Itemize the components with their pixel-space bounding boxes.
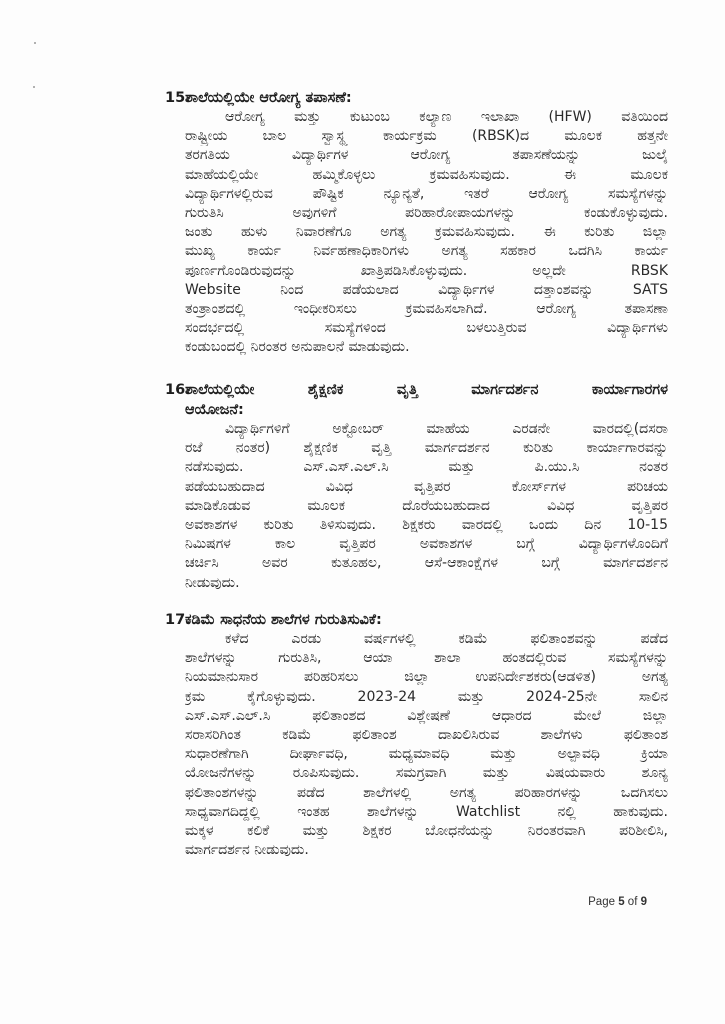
body-line: ನಡೆಸುವುದು. ಎಸ್.ಎಸ್.ಎಲ್.ಸಿ ಮತ್ತು ಪಿ.ಯು.ಸಿ ನಂತರ [185, 459, 668, 476]
body-line: ರಾಷ್ಟ್ರೀಯ ಬಾಲ ಸ್ವಾಸ್ಥ್ಯ ಕಾರ್ಯಕ್ರಮ (RBSK)ದ ಮೂಲಕ ಹತ್ತನೇ [185, 128, 668, 145]
body-line: ಮಾರ್ಗದರ್ಶನ ನೀಡುವುದು. [185, 842, 309, 859]
section-number: 16. [165, 382, 191, 398]
body-line: ವಿದ್ಯಾರ್ಥಿಗಳಲ್ಲಿರುವ ಪೌಷ್ಟಿಕ ನ್ಯೂನ್ಯತೆ, ಇತರೆ ಆರೋಗ್ಯ ಸಮಸ್ಯೆಗಳನ್ನು [185, 185, 668, 202]
section-title-line: ಕಡಿಮೆ ಸಾಧನೆಯ ಶಾಲೆಗಳ ಗುರುತಿಸುವಿಕೆ: [185, 612, 382, 628]
scan-speck [34, 42, 36, 44]
body-line: ಅವಕಾಶಗಳ ಕುರಿತು ತಿಳಿಸುವುದು. ಶಿಕ್ಷಕರು ವಾರದಲ್ಲಿ ಒಂದು ದಿನ 10-15 [185, 517, 668, 534]
body-line: ಮಾಹೆಯಲ್ಲಿಯೇ ಹಮ್ಮಿಕೊಳ್ಳಲು ಕ್ರಮವಹಿಸುವುದು. ಈ ಮೂಲಕ [185, 166, 668, 183]
body-line: ಸಾಧ್ಯವಾಗದಿದ್ದಲ್ಲಿ ಇಂತಹ ಶಾಲೆಗಳನ್ನು Watchlist ನಲ್ಲಿ ಹಾಕುವುದು. [185, 803, 668, 820]
body-line: ಎಸ್.ಎಸ್.ಎಲ್.ಸಿ ಫಲಿತಾಂಶದ ವಿಶ್ಲೇಷಣೆ ಆಧಾರದ ಮೇಲೆ ಜಿಲ್ಲಾ [185, 707, 668, 724]
body-line: ಪಡೆಯಬಹುದಾದ ವಿವಿಧ ವೃತ್ತಿಪರ ಕೋರ್ಸ್‌ಗಳ ಪರಿಚಯ [185, 478, 668, 495]
body-line: ಶಾಲೆಗಳನ್ನು ಗುರುತಿಸಿ, ಆಯಾ ಶಾಲಾ ಹಂತದಲ್ಲಿರುವ ಸಮಸ್ಯೆಗಳನ್ನು [185, 650, 668, 667]
section-title-line: ಶಾಲೆಯಲ್ಲಿಯೇ ಶೈಕ್ಷಣಿಕ ವೃತ್ತಿ ಮಾರ್ಗದರ್ಶನ ಕಾರ್ಯಾಗಾರಗಳ [185, 382, 668, 398]
body-line: ಆರೋಗ್ಯ ಮತ್ತು ಕುಟುಂಬ ಕಲ್ಯಾಣ ಇಲಾಖಾ (HFW) ವತಿಯಿಂದ [225, 109, 668, 125]
section-heading [165, 88, 668, 108]
body-line: ಸರಾಸರಿಗಿಂತ ಕಡಿಮೆ ಫಲಿತಾಂಶ ದಾಖಲಿಸಿರುವ ಶಾಲೆಗಳು ಫಲಿತಾಂಶ [185, 727, 668, 744]
body-line: ಗುರುತಿಸಿ ಅವುಗಳಿಗೆ ಪರಿಹಾರೋಪಾಯಗಳನ್ನು ಕಂಡುಕೊಳ್ಳುವುದು. [185, 205, 668, 222]
body-line: ಕ್ರಮ ಕೈಗೊಳ್ಳುವುದು. 2023-24 ಮತ್ತು 2024-25ನೇ ಸಾಲಿನ [185, 688, 668, 705]
section-number: 17. [165, 612, 191, 628]
section-17 [165, 610, 668, 860]
body-line: ಮುಖ್ಯ ಕಾರ್ಯ ನಿರ್ವಹಣಾಧಿಕಾರಿಗಳು ಅಗತ್ಯ ಸಹಕಾರ ಒದಗಿಸಿ ಕಾರ್ಯ [185, 243, 668, 260]
body-line: ಮಾಡಿಕೊಡುವ ಮೂಲಕ ದೊರೆಯಬಹುದಾದ ವಿವಿಧ ವೃತ್ತಿಪರ [185, 497, 668, 514]
section-15 [165, 88, 668, 358]
body-line: ತಂತ್ರಾಂಶದಲ್ಲಿ ಇಂಧೀಕರಿಸಲು ಕ್ರಮವಹಿಸಲಾಗಿದೆ. ಆರೋಗ್ಯ ತಪಾಸಣಾ [185, 301, 668, 318]
current-page: 5 [618, 896, 625, 908]
body-line: ಕಳೆದ ಎರಡು ವರ್ಷಗಳಲ್ಲಿ ಕಡಿಮೆ ಫಲಿತಾಂಶವನ್ನು ಪಡೆದ [225, 631, 668, 647]
section-title-line: ಆಯೋಜನೆ: [185, 402, 244, 418]
body-line: ವಿದ್ಯಾರ್ಥಿಗಳಿಗೆ ಅಕ್ಟೋಬರ್ ಮಾಹೆಯ ಎರಡನೇ ವಾರದಲ್ಲಿ(ದಸರಾ [225, 421, 668, 437]
section-body [185, 108, 668, 358]
total-pages: 9 [640, 896, 647, 908]
section-body [185, 630, 668, 860]
body-line: ನಿಯಮಾನುಸಾರ ಪರಿಹರಿಸಲು ಜಿಲ್ಲಾ ಉಪನಿರ್ದೇಶಕರು(ಆಡಳಿತ) ಅಗತ್ಯ [185, 669, 668, 686]
section-number: 15. [165, 90, 191, 106]
body-line: ಪೂರ್ಣಗೊಂಡಿರುವುದನ್ನು ಖಾತ್ರಿಪಡಿಸಿಕೊಳ್ಳುವುದು. ಅಲ್ಲದೇ RBSK [185, 262, 668, 279]
body-line: ಮಕ್ಕಳ ಕಲಿಕೆ ಮತ್ತು ಶಿಕ್ಷಕರ ಬೋಧನೆಯನ್ನು ನಿರಂತರವಾಗಿ ಪರಿಶೀಲಿಸಿ, [185, 823, 668, 840]
body-line: ಸುಧಾರಣೆಗಾಗಿ ದೀರ್ಘಾವಧಿ, ಮಧ್ಯಮಾವಧಿ ಮತ್ತು ಅಲ್ಪಾವಧಿ ಕ್ರಿಯಾ [185, 746, 668, 763]
page-number [588, 896, 647, 908]
body-line: ರಜೆ ನಂತರ) ಶೈಕ್ಷಣಿಕ ವೃತ್ತಿ ಮಾರ್ಗದರ್ಶನ ಕುರಿತು ಕಾರ್ಯಾಗಾರವನ್ನು [185, 440, 668, 457]
section-title-line: ಶಾಲೆಯಲ್ಲಿಯೇ ಆರೋಗ್ಯ ತಪಾಸಣೆ: [185, 90, 352, 106]
body-line: ನಿಮಿಷಗಳ ಕಾಲ ವೃತ್ತಿಪರ ಅವಕಾಶಗಳ ಬಗ್ಗೆ ವಿದ್ಯಾರ್ಥಿಗಳೊಂದಿಗೆ [185, 536, 668, 553]
section-heading [165, 380, 668, 420]
page-of: of [627, 896, 638, 908]
body-line: ಫಲಿತಾಂಶಗಳನ್ನು ಪಡೆದ ಶಾಲೆಗಳಲ್ಲಿ ಅಗತ್ಯ ಪರಿಹಾರಗಳನ್ನು ಒದಗಿಸಲು [185, 784, 668, 801]
section-title [185, 380, 668, 420]
body-line: Website ನಿಂದ ಪಡೆಯಲಾದ ವಿದ್ಯಾರ್ಥಿಗಳ ದತ್ತಾಂಶವನ್ನು SATS [185, 281, 668, 298]
section-16 [165, 380, 668, 593]
body-line: ಸಂದರ್ಭದಲ್ಲಿ ಸಮಸ್ಯೆಗಳಿಂದ ಬಳಲುತ್ತಿರುವ ವಿದ್ಯಾರ್ಥಿಗಳು [185, 320, 668, 337]
section-title [185, 88, 668, 108]
body-line: ಚರ್ಚಿಸಿ ಅವರ ಕುತೂಹಲ, ಆಸೆ-ಆಕಾಂಕ್ಷೆಗಳ ಬಗ್ಗೆ ಮಾರ್ಗದರ್ಶನ [185, 555, 668, 572]
page-label: Page [588, 896, 615, 908]
body-line: ತರಗತಿಯ ವಿದ್ಯಾರ್ಥಿಗಳ ಆರೋಗ್ಯ ತಪಾಸಣೆಯನ್ನು ಜುಲೈ [185, 147, 668, 164]
section-heading [165, 610, 668, 630]
section-body [185, 420, 668, 593]
body-line: ನೀಡುವುದು. [185, 574, 240, 591]
body-line: ಜಂತು ಹುಳು ನಿವಾರಣೆಗೂ ಅಗತ್ಯ ಕ್ರಮವಹಿಸುವುದು. ಈ ಕುರಿತು ಜಿಲ್ಲಾ [185, 224, 668, 241]
body-line: ಯೋಜನೆಗಳನ್ನು ರೂಪಿಸುವುದು. ಸಮಗ್ರವಾಗಿ ಮತ್ತು ವಿಷಯವಾರು ಶೂನ್ಯ [185, 765, 668, 782]
body-line: ಕಂಡುಬಂದಲ್ಲಿ ನಿರಂತರ ಅನುಪಾಲನೆ ಮಾಡುವುದು. [185, 339, 410, 356]
scan-speck [33, 86, 35, 88]
section-title [185, 610, 668, 630]
